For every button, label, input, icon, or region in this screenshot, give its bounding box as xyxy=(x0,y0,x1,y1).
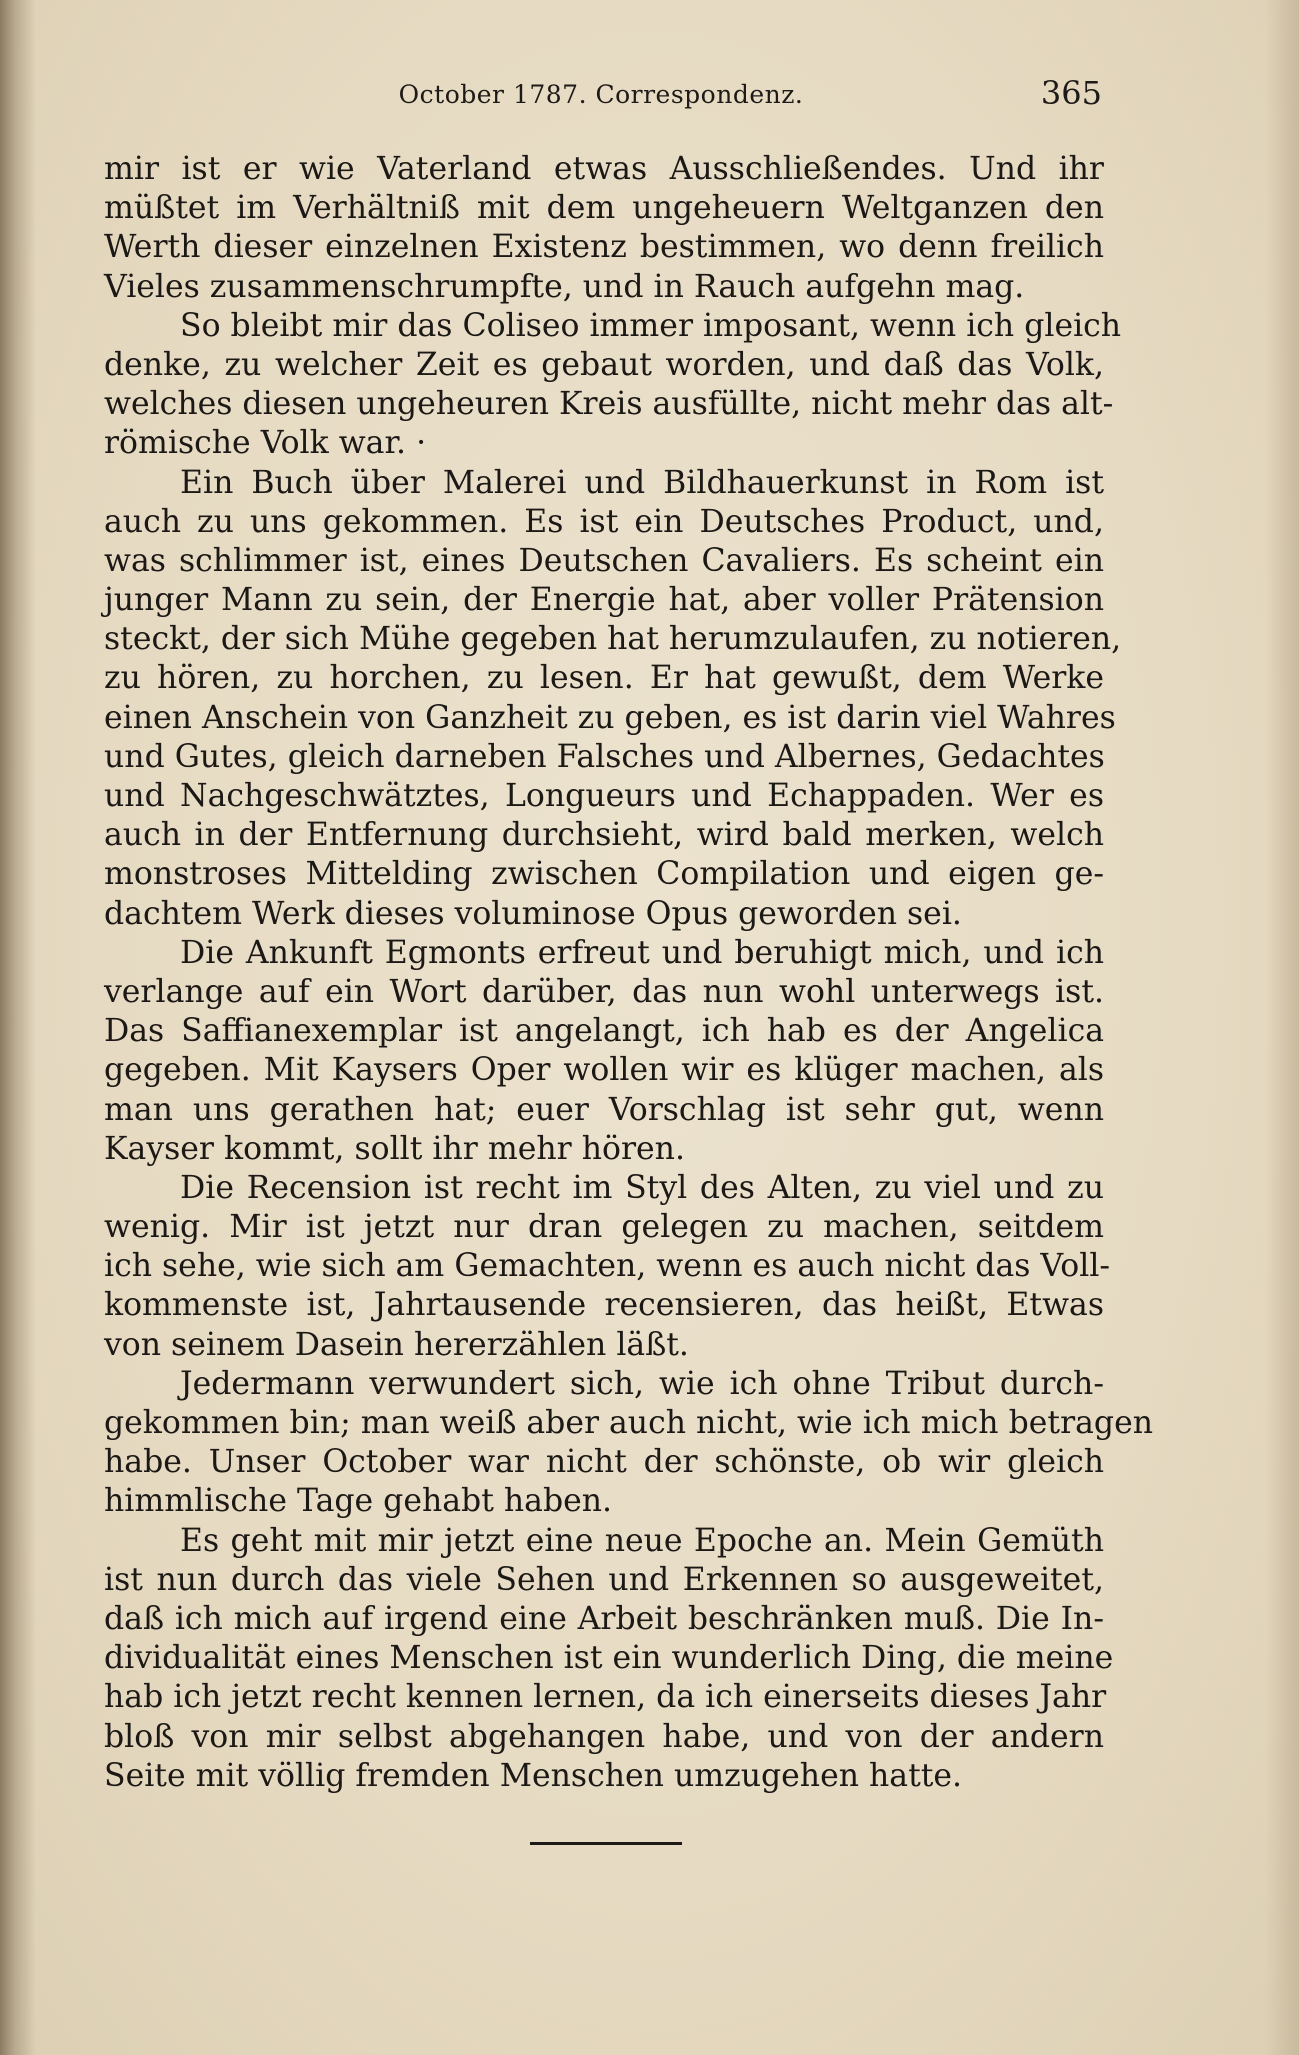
text-line: auch in der Entfernung durchsieht, wird bald merken, welch xyxy=(104,817,1104,854)
text-line: himmlische Tage gehabt haben. xyxy=(104,1483,613,1520)
body-text xyxy=(104,150,1154,1796)
text-line: man uns gerathen hat; euer Vorschlag ist sehr gut, wenn xyxy=(104,1091,1104,1128)
text-line: auch zu uns gekommen. Es ist ein Deutsches Product, und, xyxy=(104,503,1104,540)
text-line: was schlimmer ist, eines Deutschen Cavaliers. Es scheint ein xyxy=(104,542,1104,579)
spine-shadow xyxy=(0,0,36,2055)
text-line: kommenste ist, Jahrtausende recensieren, das heißt, Etwas xyxy=(104,1287,1104,1324)
text-line: dachtem Werk dieses voluminose Opus geworden sei. xyxy=(104,895,962,932)
page-edge xyxy=(1265,0,1299,2055)
text-line: Jedermann verwundert sich, wie ich ohne Tribut durch- xyxy=(180,1365,1104,1402)
text-line: monstroses Mittelding zwischen Compilation und eigen ge- xyxy=(104,856,1104,893)
text-line: gegeben. Mit Kaysers Oper wollen wir es klüger machen, als xyxy=(104,1052,1104,1089)
text-line: und Gutes, gleich darneben Falsches und Albernes, Gedachtes xyxy=(104,738,1105,775)
text-line: junger Mann zu sein, der Energie hat, aber voller Prätension xyxy=(104,582,1104,619)
text-line: zu hören, zu horchen, zu lesen. Er hat gewußt, dem Werke xyxy=(104,660,1104,697)
text-line: dividualität eines Menschen ist ein wunderlich Ding, die meine xyxy=(104,1640,1114,1677)
text-line: von seinem Dasein hererzählen läßt. xyxy=(104,1326,689,1363)
end-rule xyxy=(530,1842,682,1845)
text-line: Seite mit völlig fremden Menschen umzugehen hatte. xyxy=(104,1757,963,1794)
text-line: römische Volk war. · xyxy=(104,425,427,462)
page-header xyxy=(100,74,1102,118)
text-line: einen Anschein von Ganzheit zu geben, es ist darin viel Wahres xyxy=(104,699,1116,736)
text-line: steckt, der sich Mühe gegeben hat herumzulaufen, zu notieren, xyxy=(104,621,1122,658)
text-line: Kayser kommt, sollt ihr mehr hören. xyxy=(104,1130,685,1167)
text-line: welches diesen ungeheuren Kreis ausfüllte, nicht mehr das alt- xyxy=(104,386,1114,423)
text-line: daß ich mich auf irgend eine Arbeit beschränken muß. Die In- xyxy=(104,1600,1104,1637)
text-line: wenig. Mir ist jetzt nur dran gelegen zu machen, seitdem xyxy=(104,1209,1104,1246)
text-line: verlange auf ein Wort darüber, das nun wohl unterwegs ist. xyxy=(104,973,1104,1010)
text-line: So bleibt mir das Coliseo immer imposant, wenn ich gleich xyxy=(180,307,1122,344)
running-title: October 1787. Correspondenz. xyxy=(398,80,804,109)
text-line: und Nachgeschwätztes, Longueurs und Echappaden. Wer es xyxy=(104,778,1104,814)
text-line: habe. Unser October war nicht der schönste, ob wir gleich xyxy=(104,1444,1104,1481)
text-line: Ein Buch über Malerei und Bildhauerkunst in Rom ist xyxy=(180,464,1104,501)
text-line: Werth dieser einzelnen Existenz bestimmen, wo denn freilich xyxy=(104,229,1104,266)
text-line: Die Ankunft Egmonts erfreut und beruhigt mich, und ich xyxy=(180,934,1104,971)
page-number: 365 xyxy=(1040,74,1102,112)
text-line: ich sehe, wie sich am Gemachten, wenn es auch nicht das Voll- xyxy=(104,1248,1111,1285)
text-line: ist nun durch das viele Sehen und Erkennen so ausgeweitet, xyxy=(104,1561,1104,1598)
text-line: Vieles zusammenschrumpfte, und in Rauch aufgehn mag. xyxy=(104,268,1025,305)
text-line: müßtet im Verhältniß mit dem ungeheuern Weltganzen den xyxy=(104,190,1104,227)
text-line: Es geht mit mir jetzt eine neue Epoche an. Mein Gemüth xyxy=(180,1522,1104,1559)
text-line: mir ist er wie Vaterland etwas Ausschließendes. Und ihr xyxy=(104,151,1104,187)
text-line: Das Saffianexemplar ist angelangt, ich hab es der Angelica xyxy=(104,1013,1104,1050)
text-line: gekommen bin; man weiß aber auch nicht, wie ich mich betragen xyxy=(104,1405,1154,1441)
text-line: Die Recension ist recht im Styl des Alten, zu viel und zu xyxy=(180,1169,1104,1206)
text-line: denke, zu welcher Zeit es gebaut worden, und daß das Volk, xyxy=(104,346,1104,383)
text-line: bloß von mir selbst abgehangen habe, und von der andern xyxy=(104,1718,1104,1755)
text-line: hab ich jetzt recht kennen lernen, da ich einerseits dieses Jahr xyxy=(104,1679,1107,1716)
